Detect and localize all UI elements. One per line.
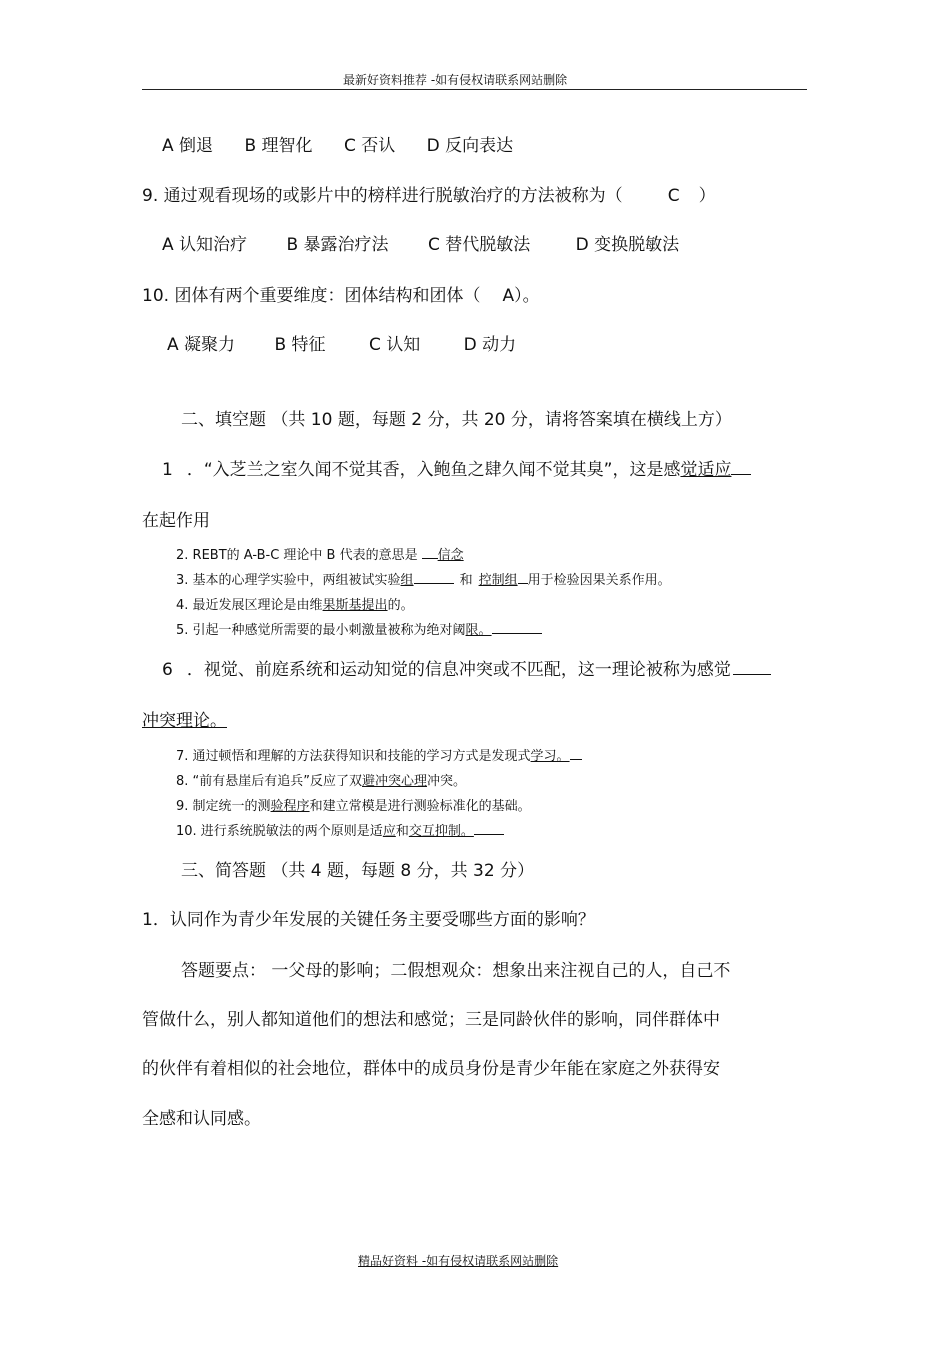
fill-1-number: 1 bbox=[162, 460, 173, 480]
fill-1-text: ．“入芝兰之室久闻不觉其香，入鲍鱼之肆久闻不觉其臭”，这是感 bbox=[186, 460, 681, 480]
q9-option-c: C 替代脱敏法 bbox=[427, 235, 531, 255]
q9-answer: C bbox=[667, 186, 680, 206]
fill-4 bbox=[176, 594, 414, 613]
fill-8-tail: 冲突。 bbox=[427, 774, 467, 789]
fill-1-answer: 觉适应 bbox=[680, 460, 732, 480]
q9-close: ） bbox=[698, 186, 716, 206]
fill-6 bbox=[162, 655, 771, 680]
q9-option-b: B 暴露治疗法 bbox=[286, 235, 389, 255]
q9-text: 9. 通过观看现场的或影片中的榜样进行脱敏治疗的方法被称为（ bbox=[142, 186, 623, 206]
fill-6-continuation: 冲突理论。 bbox=[142, 711, 227, 731]
fill-2-text: 2. REBT的 A-B-C 理论中 B 代表的意思是 bbox=[176, 548, 418, 563]
q9-option-d: D 变换脱敏法 bbox=[575, 235, 680, 255]
fill-3-and: 和 bbox=[459, 573, 473, 588]
question-10 bbox=[142, 281, 540, 306]
fill-1 bbox=[162, 455, 751, 480]
fill-8-text: 8. “前有悬崖后有追兵”反应了双 bbox=[176, 774, 363, 789]
fill-3-blank-2 bbox=[518, 582, 528, 584]
q10-option-a: A 凝聚力 bbox=[167, 335, 236, 355]
fill-7 bbox=[176, 745, 582, 764]
fill-6-blank bbox=[733, 673, 771, 675]
fill-5 bbox=[176, 619, 542, 638]
fill-9-text: 9. 制定统一的测 bbox=[176, 799, 271, 814]
fill-3-text: 3. 基本的心理学实验中，两组被试实验 bbox=[176, 573, 401, 588]
fill-1-blank bbox=[731, 473, 751, 475]
q10-option-d: D 动力 bbox=[463, 335, 517, 355]
fill-2-blank bbox=[422, 557, 438, 559]
page-header: 最新好资料推荐 -如有侵权请联系网站删除 bbox=[343, 73, 568, 87]
q10-option-b: B 特征 bbox=[274, 335, 326, 355]
fill-5-blank bbox=[492, 632, 542, 634]
fill-6-number: 6 bbox=[162, 660, 173, 680]
short-question-1: 1．认同作为青少年发展的关键任务主要受哪些方面的影响？ bbox=[142, 910, 595, 930]
q8-option-b: B 理智化 bbox=[244, 136, 313, 156]
fill-5-answer: 限。 bbox=[465, 623, 492, 638]
q10-answer: A bbox=[502, 286, 515, 306]
fill-8 bbox=[176, 770, 466, 789]
answer-line-3: 的伙伴有着相似的社会地位，群体中的成员身份是青少年能在家庭之外获得安 bbox=[142, 1059, 720, 1079]
fill-5-text: 5. 引起一种感觉所需要的最小刺激量被称为绝对阈 bbox=[176, 623, 466, 638]
q10-text: 10. 团体有两个重要维度：团体结构和团体（ bbox=[142, 286, 481, 306]
answer-line-1: 答题要点： 一父母的影响；二假想观众：想象出来注视自己的人，自己不 bbox=[181, 961, 731, 981]
fill-9-answer: 验程序 bbox=[270, 799, 310, 814]
fill-8-answer: 避冲突心理 bbox=[362, 774, 428, 789]
fill-4-answer: 果斯基提出 bbox=[322, 598, 388, 613]
answer-line-2: 管做什么，别人都知道他们的想法和感觉；三是同龄伙伴的影响，同伴群体中 bbox=[142, 1010, 720, 1030]
fill-9 bbox=[176, 795, 531, 814]
fill-10-text: 10. 进行系统脱敏法的两个原则是适 bbox=[176, 824, 383, 839]
fill-3-answer-2: 控制组 bbox=[478, 573, 518, 588]
q10-options bbox=[167, 330, 516, 355]
fill-10-answer-2: 交互抑制。 bbox=[408, 824, 474, 839]
q8-options bbox=[162, 131, 513, 156]
fill-10 bbox=[176, 820, 504, 839]
question-9 bbox=[142, 181, 716, 206]
q8-option-a: A 倒退 bbox=[162, 136, 214, 156]
fill-1-continuation: 在起作用 bbox=[142, 511, 210, 531]
fill-10-and: 和 bbox=[395, 824, 409, 839]
fill-3-blank-1 bbox=[414, 582, 454, 584]
q8-option-d: D 反向表达 bbox=[426, 136, 514, 156]
section-3-title: 三、简答题 （共 4 题，每题 8 分，共 32 分） bbox=[181, 861, 535, 881]
page-footer: 精品好资料 -如有侵权请联系网站删除 bbox=[358, 1254, 559, 1268]
fill-2-answer: 信念 bbox=[437, 548, 464, 563]
q10-option-c: C 认知 bbox=[368, 335, 421, 355]
fill-3-answer-1: 组 bbox=[400, 573, 414, 588]
header-rule bbox=[142, 89, 807, 90]
q9-option-a: A 认知治疗 bbox=[162, 235, 248, 255]
fill-4-text: 4. 最近发展区理论是由维 bbox=[176, 598, 323, 613]
fill-4-tail: 的。 bbox=[387, 598, 414, 613]
fill-9-tail: 和建立常模是进行测验标准化的基础。 bbox=[309, 799, 531, 814]
fill-10-blank bbox=[474, 833, 504, 835]
section-2-title: 二、填空题 （共 10 题，每题 2 分，共 20 分，请将答案填在横线上方） bbox=[181, 410, 732, 430]
fill-6-text: ．视觉、前庭系统和运动知觉的信息冲突或不匹配，这一理论被称为感觉 bbox=[186, 660, 731, 680]
q10-close: ）。 bbox=[514, 286, 540, 306]
fill-3-tail: 用于检验因果关系作用。 bbox=[527, 573, 671, 588]
fill-7-text: 7. 通过顿悟和理解的方法获得知识和技能的学习方式是发现式 bbox=[176, 749, 531, 764]
answer-line-4: 全感和认同感。 bbox=[142, 1109, 261, 1129]
q9-options bbox=[162, 230, 679, 255]
fill-3 bbox=[176, 569, 671, 588]
fill-2 bbox=[176, 544, 464, 563]
q8-option-c: C 否认 bbox=[343, 136, 396, 156]
fill-7-blank bbox=[570, 758, 582, 760]
fill-10-answer-1: 应 bbox=[382, 824, 396, 839]
fill-7-answer: 学习。 bbox=[530, 749, 570, 764]
